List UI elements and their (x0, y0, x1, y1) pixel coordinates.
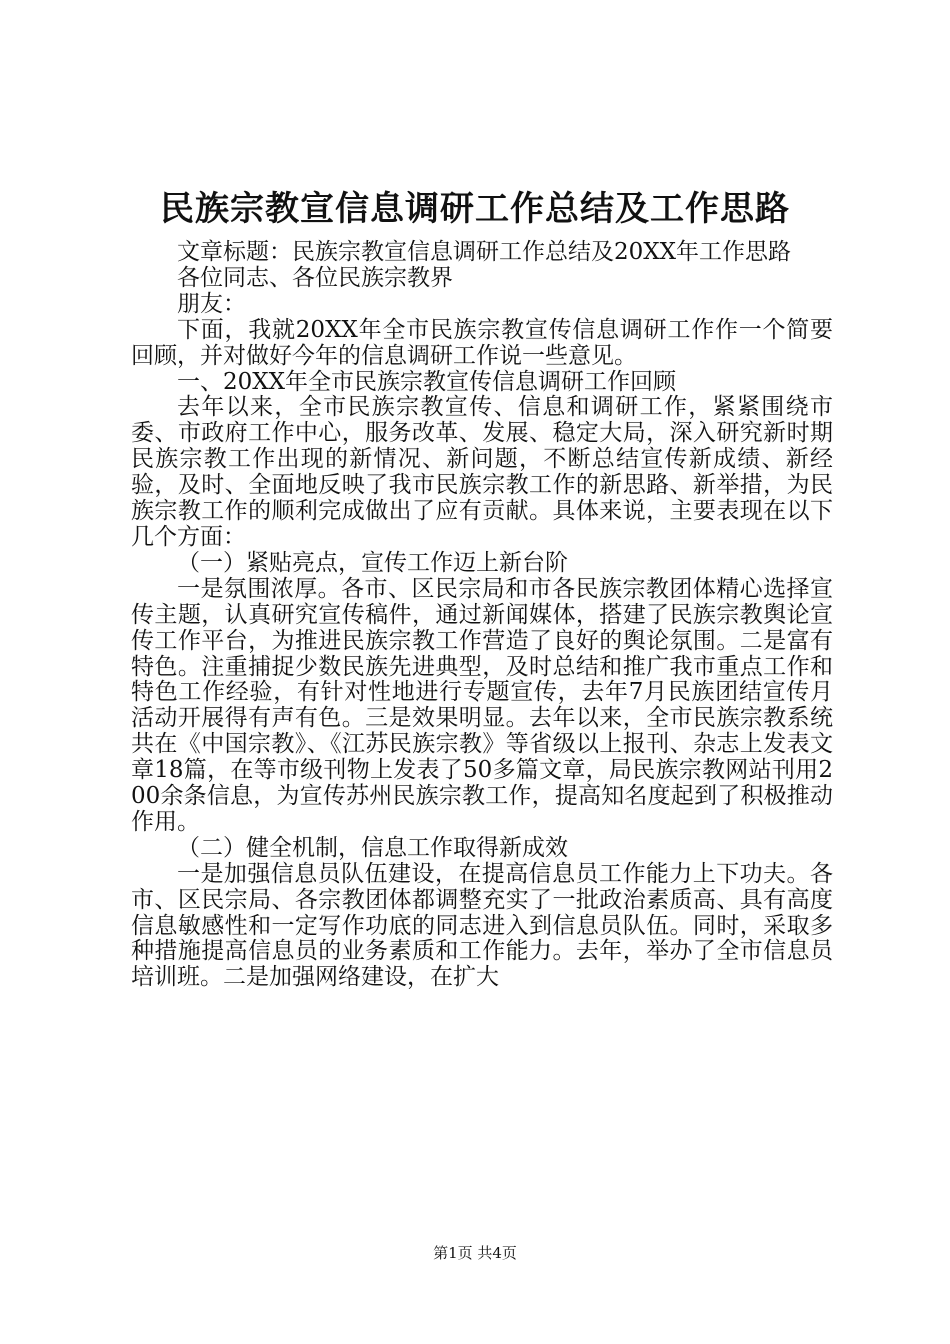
salutation-line: 各位同志、各位民族宗教界 (177, 264, 453, 291)
page-number-footer: 第1页 共4页 (433, 1244, 517, 1262)
article-title-line: 文章标题：民族宗教宣信息调研工作总结及20XX年工作思路 (177, 239, 792, 265)
subsection-heading: （二）健全机制，信息工作取得新成效 (177, 834, 568, 861)
body-paragraph: 一是氛围浓厚。各市、区民宗局和市各民族宗教团体精心选择宣传主题，认真研究宣传稿件，通过新闻媒体，搭建了民族宗教舆论宣传工作平台，为推进民族宗教工作营造了良好的舆论氛围。二是富有特色。注重捕捉少数民族先进典型，及时总结和推广我市重点工作和特色工作经验，有针对性地进行专题宣传，去年7月民族团结宣传月活动开展得有声有色。三是效果明显。去年以来，全市民族宗教系统共在《中国宗教》、《江苏民族宗教》等省级以上报刊、杂志上发表文章18篇，在等市级刊物上发表了50多篇文章，局民族宗教网站刊用200余条信息，为宣传苏州民族宗教工作，提高知名度起到了积极推动作用。 (131, 575, 833, 835)
body-paragraph: 去年以来，全市民族宗教宣传、信息和调研工作，紧紧围绕市委、市政府工作中心，服务改革、发展、稳定大局，深入研究新时期民族宗教工作出现的新情况、新问题，不断总结宣传新成绩、新经验，及时、全面地反映了我市民族宗教工作的新思路、新举措，为民族宗教工作的顺利完成做出了应有贡献。具体来说，主要表现在以下几个方面： (131, 394, 833, 550)
subsection-heading: （一）紧贴亮点，宣传工作迈上新台阶 (177, 549, 568, 576)
intro-paragraph: 下面，我就20XX年全市民族宗教宣传信息调研工作作一个简要回顾，并对做好今年的信息调研工作说一些意见。 (131, 316, 833, 369)
salutation-line: 朋友： (177, 290, 246, 317)
body-paragraph: 一是加强信息员队伍建设，在提高信息员工作能力上下功夫。各市、区民宗局、各宗教团体都调整充实了一批政治素质高、具有高度信息敏感性和一定写作功底的同志进入到信息员队伍。同时，采取多种措施提高信息员的业务素质和工作能力。去年，举办了全市信息员培训班。二是加强网络建设，在扩大 (131, 860, 833, 991)
document-body (131, 240, 833, 991)
section-heading: 一、20XX年全市民族宗教宣传信息调研工作回顾 (177, 368, 677, 395)
document-title: 民族宗教宣信息调研工作总结及工作思路 (160, 189, 790, 229)
